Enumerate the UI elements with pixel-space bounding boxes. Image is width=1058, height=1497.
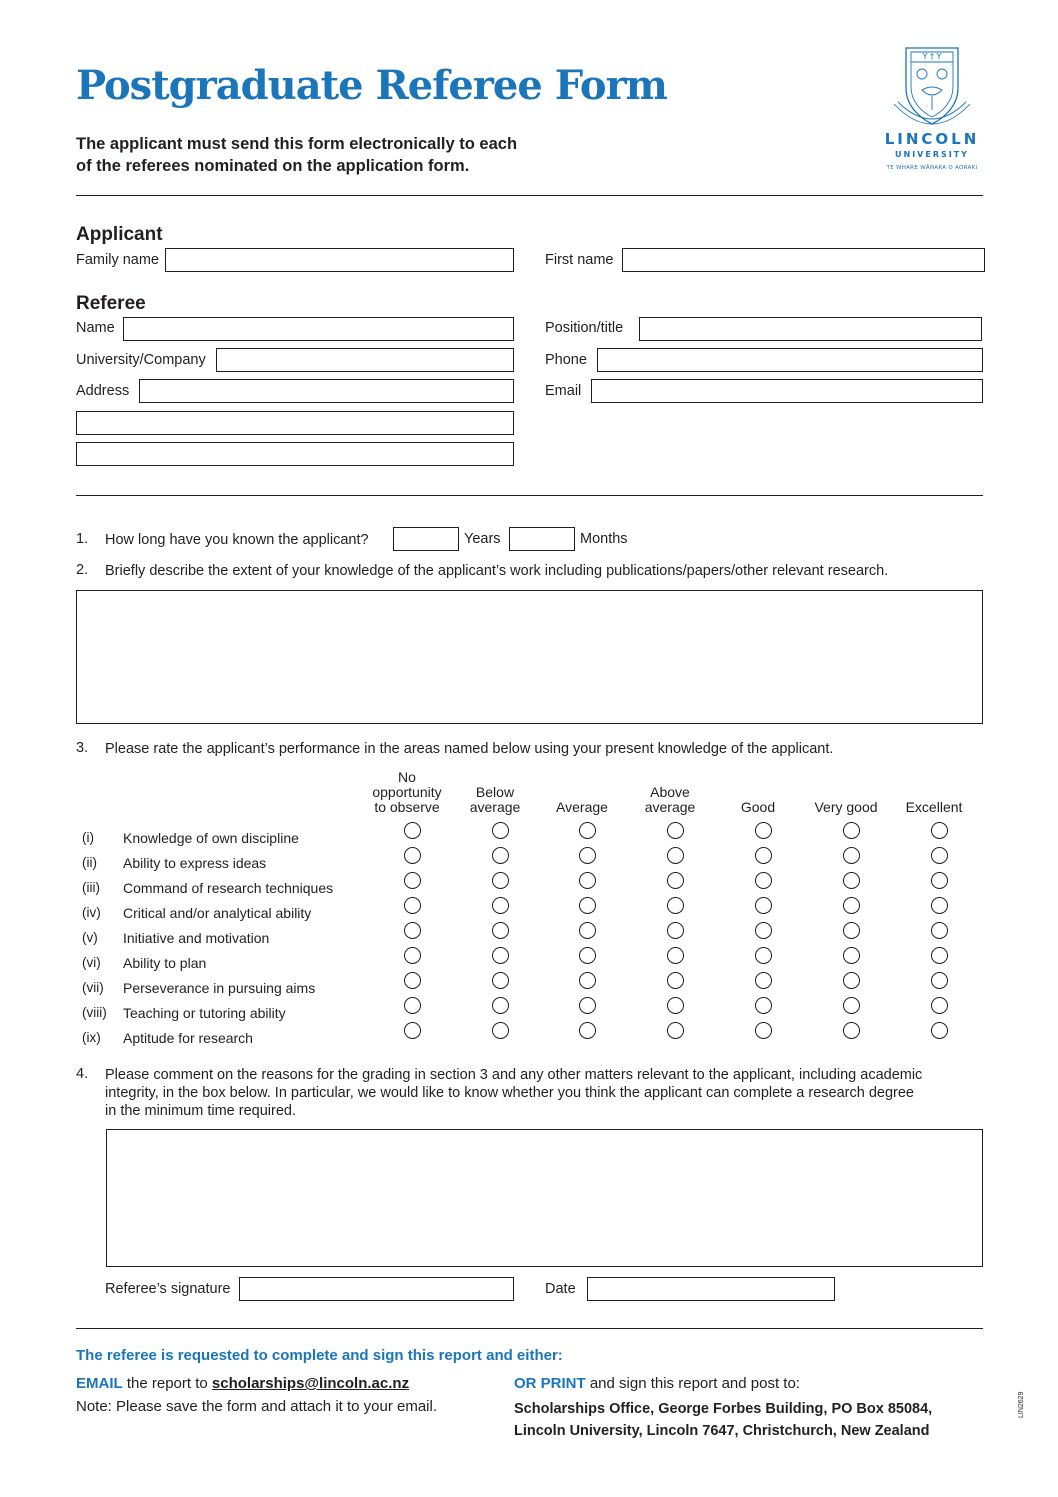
rating-radio[interactable] (843, 872, 860, 889)
rating-column-header (630, 770, 710, 815)
rating-radio[interactable] (931, 947, 948, 964)
rating-radio[interactable] (404, 872, 421, 889)
rating-row-number: (vi) (82, 955, 101, 970)
rating-row-number: (ix) (82, 1030, 101, 1045)
rating-radio[interactable] (755, 822, 772, 839)
email-prefix: EMAIL (76, 1375, 123, 1392)
rating-radio[interactable] (492, 847, 509, 864)
rating-radio[interactable] (843, 847, 860, 864)
phone-field[interactable] (597, 348, 983, 372)
rating-radio[interactable] (492, 897, 509, 914)
q1-number: 1. (76, 531, 89, 547)
q4-line-3: in the minimum time required. (105, 1103, 296, 1119)
first-name-label: First name (545, 252, 614, 268)
rating-row-number: (iv) (82, 905, 101, 920)
rating-radio[interactable] (404, 822, 421, 839)
rating-radio[interactable] (843, 947, 860, 964)
university-logo (878, 44, 986, 176)
svg-text:Y † Y: Y † Y (922, 52, 942, 61)
print-text: and sign this report and post to: (585, 1375, 800, 1392)
rating-radio[interactable] (931, 997, 948, 1014)
position-field[interactable] (639, 317, 982, 341)
rating-column-header-line (894, 785, 974, 800)
referee-heading: Referee (76, 293, 146, 314)
rating-radio[interactable] (579, 972, 596, 989)
rating-radio[interactable] (755, 872, 772, 889)
address-label: Address (76, 383, 130, 399)
rating-column-header (718, 770, 798, 815)
date-label: Date (545, 1281, 576, 1297)
applicant-heading: Applicant (76, 224, 163, 245)
rating-radio[interactable] (667, 872, 684, 889)
rating-column-header-line: to observe (374, 799, 440, 815)
q2-number: 2. (76, 562, 89, 578)
years-field[interactable] (393, 527, 459, 551)
rating-column-header (806, 770, 886, 815)
rating-radio[interactable] (667, 847, 684, 864)
q1-text: How long have you known the applicant? (105, 532, 369, 548)
rating-radio[interactable] (492, 822, 509, 839)
rating-radio[interactable] (931, 922, 948, 939)
rating-row-label: Command of research techniques (123, 880, 334, 896)
rating-row-label: Critical and/or analytical ability (123, 905, 312, 921)
rating-radio[interactable] (579, 1022, 596, 1039)
rating-radio[interactable] (755, 1022, 772, 1039)
rating-radio[interactable] (843, 997, 860, 1014)
rating-radio[interactable] (755, 947, 772, 964)
postal-address-line-1: Scholarships Office, George Forbes Building, PO Box 85084, (514, 1401, 933, 1417)
rating-column-headers (0, 770, 1058, 820)
page-title: Postgraduate Referee Form (76, 62, 667, 109)
rating-column-header-line (455, 770, 535, 785)
rating-column-header-line: Excellent (905, 799, 963, 815)
email-label: Email (545, 383, 582, 399)
rating-column-header (894, 770, 974, 815)
rating-column-header-line: Below (475, 784, 515, 800)
rating-radio[interactable] (667, 897, 684, 914)
rating-row-label: Ability to plan (123, 955, 207, 971)
rating-row-number: (ii) (82, 855, 97, 870)
rating-radio[interactable] (404, 1022, 421, 1039)
rating-radio[interactable] (843, 972, 860, 989)
rating-row-number: (iii) (82, 880, 100, 895)
postal-address-line-2: Lincoln University, Lincoln 7647, Christchurch, New Zealand (514, 1423, 930, 1439)
form-code: LIN2629 (1018, 1391, 1025, 1418)
rating-radio[interactable] (667, 822, 684, 839)
print-prefix: OR PRINT (514, 1375, 586, 1392)
rating-radio[interactable] (843, 1022, 860, 1039)
rating-column-header-line: Very good (814, 799, 878, 815)
rating-row-label: Ability to express ideas (123, 855, 267, 871)
months-label: Months (580, 531, 628, 547)
rating-radio[interactable] (755, 897, 772, 914)
email-instruction (76, 1375, 409, 1392)
family-name-label: Family name (76, 252, 159, 268)
logo-sub: UNIVERSITY (895, 150, 969, 159)
rating-column-header-line: Above (650, 784, 690, 800)
family-name-field[interactable] (165, 248, 514, 272)
intro-line-1: The applicant must send this form electronically to each (76, 135, 518, 153)
rating-row-number: (vii) (82, 980, 104, 995)
footer-request: The referee is requested to complete and sign this report and either: (76, 1347, 563, 1364)
divider-top (76, 195, 983, 196)
crest-icon (878, 44, 986, 128)
university-field[interactable] (216, 348, 514, 372)
rating-radio[interactable] (667, 997, 684, 1014)
rating-radio[interactable] (492, 997, 509, 1014)
q4-line-2: integrity, in the box below. In particular, we would like to know whether you think the applicant can complete a research degree (105, 1085, 914, 1101)
rating-radio[interactable] (492, 1022, 509, 1039)
q2-text: Briefly describe the extent of your knowledge of the applicant’s work including publications/papers/other relevant research. (105, 563, 889, 579)
email-field[interactable] (591, 379, 983, 403)
rating-column-header-line: opportunity (372, 784, 442, 800)
email-text: the report to (122, 1375, 212, 1392)
q4-textarea[interactable] (106, 1129, 983, 1267)
rating-radio[interactable] (755, 922, 772, 939)
q2-textarea[interactable] (76, 590, 983, 724)
rating-row-label: Aptitude for research (123, 1030, 253, 1046)
rating-radio[interactable] (755, 997, 772, 1014)
rating-radio[interactable] (579, 947, 596, 964)
rating-radio[interactable] (404, 997, 421, 1014)
rating-column-header-line (542, 770, 622, 785)
rating-column-header-line (630, 770, 710, 785)
rating-radio[interactable] (404, 897, 421, 914)
q4-line-1: Please comment on the reasons for the grading in section 3 and any other matters relevant to the applicant, including academic (105, 1067, 923, 1083)
rating-radio[interactable] (579, 897, 596, 914)
email-address-link[interactable]: scholarships@lincoln.ac.nz (211, 1375, 410, 1392)
rating-column-header (367, 770, 447, 815)
rating-row-label: Knowledge of own discipline (123, 830, 299, 846)
address-field-1[interactable] (139, 379, 514, 403)
rating-column-header-line: Good (740, 799, 776, 815)
rating-radio[interactable] (931, 897, 948, 914)
rating-radio[interactable] (931, 972, 948, 989)
rating-radio[interactable] (667, 1022, 684, 1039)
print-instruction (514, 1375, 800, 1392)
rating-row-number: (v) (82, 930, 98, 945)
date-field[interactable] (587, 1277, 835, 1301)
intro-text (76, 133, 596, 177)
rating-radio[interactable] (667, 947, 684, 964)
rating-column-header-line: Average (556, 799, 608, 815)
address-field-3[interactable] (76, 442, 514, 466)
rating-radio[interactable] (404, 847, 421, 864)
q3-number: 3. (76, 740, 89, 756)
rating-radio[interactable] (579, 872, 596, 889)
referee-name-label: Name (76, 320, 115, 336)
rating-radio[interactable] (579, 822, 596, 839)
signature-field[interactable] (239, 1277, 514, 1301)
q4-text (105, 1066, 985, 1120)
rating-column-header-line (542, 785, 622, 800)
rating-radio[interactable] (843, 897, 860, 914)
signature-label: Referee’s signature (105, 1281, 231, 1297)
q3-text: Please rate the applicant’s performance in the areas named below using your present knowledge of the applicant. (105, 741, 834, 757)
divider-bottom (76, 1328, 983, 1329)
rating-column-header-line: average (469, 799, 521, 815)
rating-row-label: Teaching or tutoring ability (123, 1005, 286, 1021)
rating-row-label: Perseverance in pursuing aims (123, 980, 316, 996)
rating-column-header-line (806, 770, 886, 785)
rating-column-header-line (806, 785, 886, 800)
rating-radio[interactable] (667, 922, 684, 939)
rating-radio[interactable] (931, 1022, 948, 1039)
rating-radio[interactable] (755, 847, 772, 864)
rating-radio[interactable] (404, 972, 421, 989)
rating-radio[interactable] (492, 922, 509, 939)
logo-tagline: TE WHARE WĀNAKA O AORAKI (886, 165, 978, 171)
rating-radio[interactable] (492, 972, 509, 989)
rating-column-header-line (718, 785, 798, 800)
rating-row-number: (viii) (82, 1005, 107, 1020)
phone-label: Phone (545, 352, 587, 368)
rating-row-number: (i) (82, 830, 94, 845)
q4-number: 4. (76, 1066, 89, 1082)
rating-radio[interactable] (492, 947, 509, 964)
referee-name-field[interactable] (123, 317, 514, 341)
save-note: Note: Please save the form and attach it to your email. (76, 1398, 438, 1415)
address-field-2[interactable] (76, 411, 514, 435)
rating-radio[interactable] (579, 997, 596, 1014)
years-label: Years (464, 531, 501, 547)
rating-radio[interactable] (404, 922, 421, 939)
divider-middle (76, 495, 983, 496)
logo-name: LINCOLN (884, 130, 980, 148)
months-field[interactable] (509, 527, 575, 551)
intro-line-2: of the referees nominated on the application form. (76, 157, 470, 175)
rating-radio[interactable] (931, 822, 948, 839)
rating-radio[interactable] (579, 922, 596, 939)
rating-column-header (455, 770, 535, 815)
rating-column-header-line (894, 770, 974, 785)
rating-column-header (542, 770, 622, 815)
rating-radio[interactable] (843, 822, 860, 839)
rating-radio[interactable] (755, 972, 772, 989)
rating-column-header-line (718, 770, 798, 785)
rating-radio[interactable] (931, 872, 948, 889)
university-label: University/Company (76, 352, 206, 368)
rating-radio[interactable] (492, 872, 509, 889)
rating-radio[interactable] (579, 847, 596, 864)
position-label: Position/title (545, 320, 624, 336)
rating-row-label: Initiative and motivation (123, 930, 270, 946)
rating-column-header-line: average (644, 799, 696, 815)
first-name-field[interactable] (622, 248, 985, 272)
rating-radio[interactable] (404, 947, 421, 964)
rating-column-header-line: No (398, 769, 416, 785)
rating-radio[interactable] (931, 847, 948, 864)
rating-radio[interactable] (843, 922, 860, 939)
rating-radio[interactable] (667, 972, 684, 989)
rating-grid (0, 820, 1058, 1050)
